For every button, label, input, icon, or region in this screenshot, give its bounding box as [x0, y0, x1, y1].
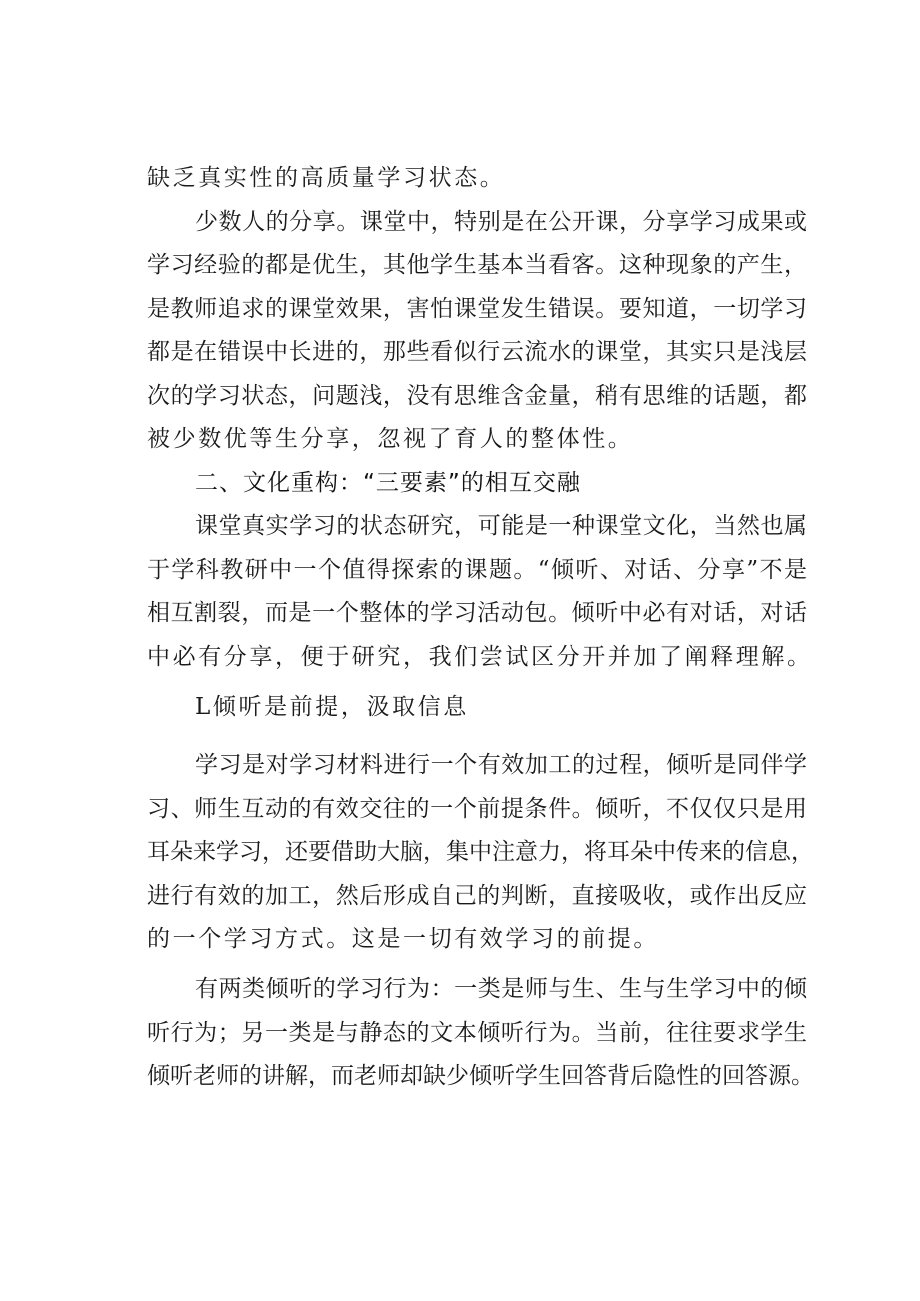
paragraph-line: 相互割裂，而是一个整体的学习活动包。倾听中必有对话，对话 — [147, 600, 807, 626]
paragraph-line: 是教师追求的课堂效果，害怕课堂发生错误。要知道，一切学习 — [147, 296, 807, 322]
subsection-heading: L倾听是前提，汲取信息 — [195, 694, 469, 720]
paragraph-line: 次的学习状态，问题浅，没有思维含金量，稍有思维的话题，都 — [147, 383, 807, 409]
paragraph-line: 倾听老师的讲解，而老师却缺少倾听学生回答背后隐性的回答源。 — [147, 1063, 814, 1089]
paragraph-line: 学习经验的都是优生，其他学生基本当看客。这种现象的产生， — [147, 252, 807, 278]
paragraph-line: 进行有效的加工，然后形成自己的判断，直接吸收，或作出反应 — [147, 883, 807, 909]
paragraph-line: 耳朵来学习，还要借助大脑，集中注意力，将耳朵中传来的信息， — [147, 839, 814, 865]
paragraph-line: 有两类倾听的学习行为：一类是师与生、生与生学习中的倾 — [195, 976, 807, 1002]
paragraph-line: 听行为；另一类是与静态的文本倾听行为。当前，往往要求学生 — [147, 1020, 807, 1046]
paragraph-line: 习、师生互动的有效交往的一个前提条件。倾听，不仅仅只是用 — [147, 796, 807, 822]
section-heading: 二、文化重构：“三要素”的相互交融 — [195, 470, 581, 496]
paragraph-line: 中必有分享，便于研究，我们尝试区分开并加了阐释理解。 — [147, 644, 813, 670]
paragraph-line: 少数人的分享。课堂中，特别是在公开课，分享学习成果或 — [195, 209, 807, 235]
paragraph-line: 的一个学习方式。这是一切有效学习的前提。 — [147, 926, 659, 952]
paragraph-line: 于学科教研中一个值得探索的课题。“倾听、对话、分享”不是 — [147, 557, 807, 583]
paragraph-line: 缺乏真实性的高质量学习状态。 — [147, 165, 506, 191]
paragraph-line: 被少数优等生分享，忽视了育人的整体性。 — [147, 426, 634, 452]
paragraph-line: 都是在错误中长进的，那些看似行云流水的课堂，其实只是浅层 — [147, 339, 807, 365]
paragraph-line: 学习是对学习材料进行一个有效加工的过程，倾听是同伴学 — [195, 752, 807, 778]
paragraph-line: 课堂真实学习的状态研究，可能是一种课堂文化，当然也属 — [195, 513, 807, 539]
